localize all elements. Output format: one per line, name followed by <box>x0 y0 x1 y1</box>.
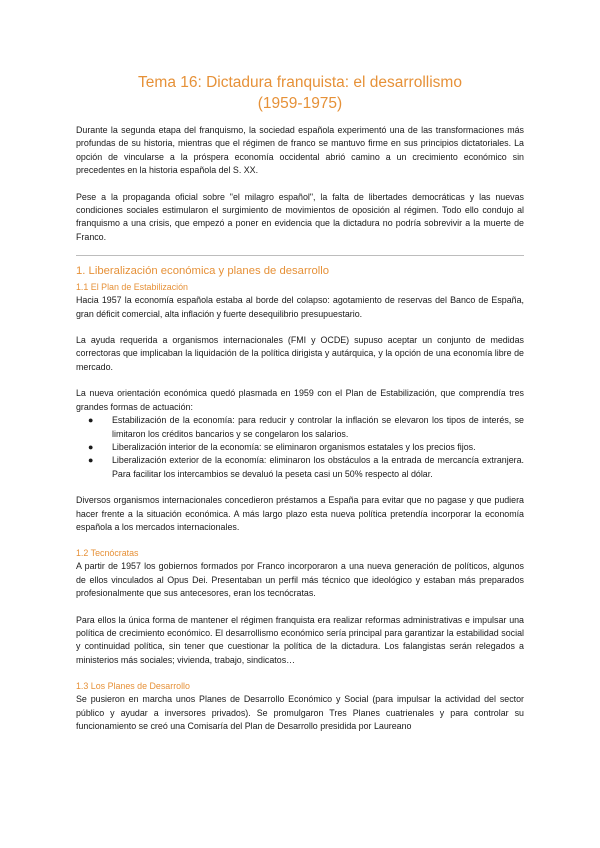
subsection-heading: 1.2 Tecnócratas <box>76 548 139 559</box>
body-paragraph: A partir de 1957 los gobiernos formados por Franco incorporaron a una nueva generación de políticos, algunos de ellos vinculados al Opus Dei. Presentaban un perfil más técnico que ideológico y estaban más preparados profesionalmente que sus antecesores, eran los tecnócratas. <box>76 561 524 599</box>
bullet-item <box>88 414 524 441</box>
bullet-text: Liberalización interior de la economía: se eliminaron organismos estatales y los precios fijos. <box>112 441 476 452</box>
body-paragraph: Se pusieron en marcha unos Planes de Desarrollo Económico y Social (para impulsar la actividad del sector público y ayudar a inversores privados). Se promulgaron Tres Planes cuatrienales y para controlar su funcionamiento se creó una Comisaría del Plan de Desarrollo presidida por Laureano <box>76 694 524 731</box>
body-paragraph: Para ellos la única forma de mantener el régimen franquista era realizar reformas administrativas e impulsar una política de crecimiento económico. El desarrollismo económico sería principal para garantizar la estabilidad social y continuidad política, sin tener que cuestionar la política de la dictadura. Los falangistas serán relegados a ministerios más sociales; vivienda, trabajo, sindicatos… <box>76 614 524 665</box>
section-divider <box>76 255 524 256</box>
intro-paragraph: Durante la segunda etapa del franquismo, la sociedad española experimentó una de las transformaciones más profundas de su historia, mientras que el régimen de franco se mantuvo firme en sus principios dictatoriales. La opción de vincularse a la próspera economía occidental abrió camino a un crecimiento económico sin precedentes en la historia española del S. XX. <box>76 125 524 176</box>
bullet-item <box>88 441 524 454</box>
intro-paragraph: Pese a la propaganda oficial sobre "el milagro español", la falta de libertades democráticas y las nuevas condiciones sociales estimularon el surgimiento de movimientos de oposición al régimen. Todo ello condujo al franquismo a una crisis, que empezó a poner en evidencia que la dictadura no podría sobrevivir a la muerte de Franco. <box>76 191 524 242</box>
bullet-text: Estabilización de la economía: para reducir y controlar la inflación se elevaron los tipos de interés, se limitaron los créditos bancarios y se congelaron los salarios. <box>112 415 524 439</box>
bullet-icon: ● <box>88 415 94 426</box>
section-heading: 1. Liberalización económica y planes de desarrollo <box>76 265 330 278</box>
title-line-2: (1959-1975) <box>257 95 343 112</box>
subsection-heading: 1.1 El Plan de Estabilización <box>76 282 188 293</box>
subsection-heading: 1.3 Los Planes de Desarrollo <box>76 681 190 692</box>
body-paragraph: Hacia 1957 la economía española estaba al borde del colapso: agotamiento de reservas del Banco de España, gran déficit comercial, alta inflación y fuerte desequilibrio presupuestario. <box>76 295 524 319</box>
bullet-text: Liberalización exterior de la economía: eliminaron los obstáculos a la entrada de mercancía extranjera. Para facilitar los intercambios se devaluó la peseta casi un 50% respecto al dólar. <box>112 455 524 479</box>
title-line-1: Tema 16: Dictadura franquista: el desarrollismo <box>138 74 462 91</box>
bullet-item <box>88 454 524 481</box>
page-title <box>76 72 524 114</box>
bullet-icon: ● <box>88 441 94 452</box>
bullet-icon: ● <box>88 455 94 466</box>
bullet-list <box>76 414 524 481</box>
body-paragraph: La ayuda requerida a organismos internacionales (FMI y OCDE) supuso aceptar un conjunto de medidas correctoras que implicaban la liquidación de la política dirigista y autárquica, y la opción de una economía libre de mercado. <box>76 335 524 372</box>
body-paragraph: La nueva orientación económica quedó plasmada en 1959 con el Plan de Estabilización, que comprendía tres grandes formas de actuación: <box>76 388 524 412</box>
body-paragraph: Diversos organismos internacionales concedieron préstamos a España para evitar que no pagase y que pudiera hacer frente a la situación económica. A más largo plazo esta nueva política pretendía incorporar la economía española a los mercados internacionales. <box>76 495 524 532</box>
